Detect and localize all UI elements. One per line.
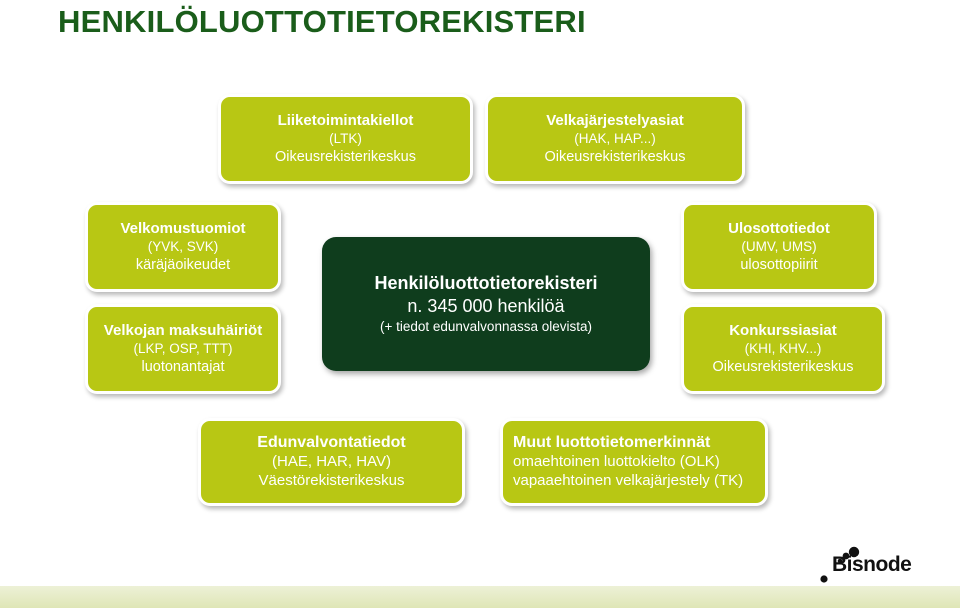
center-count: n. 345 000 henkilöä (407, 295, 565, 316)
bisnode-logo-text: Bisnode (832, 553, 912, 576)
box-source: luotonantajat (141, 358, 225, 375)
box-muut-luottotietomerkinnat (500, 418, 768, 506)
box-title: Velkomustuomiot (120, 220, 246, 238)
box-source: Oikeusrekisterikeskus (274, 148, 416, 165)
footer-band (0, 586, 960, 608)
box-velkomustuomiot (85, 202, 281, 292)
box-code: (KHI, KHV...) (744, 340, 822, 356)
box-liiketoimintakiellot (218, 94, 473, 184)
box-source: Väestörekisterikeskus (258, 472, 405, 489)
box-code: (UMV, UMS) (741, 238, 817, 254)
box-code: (LTK) (329, 130, 362, 146)
box-line-2: vapaaehtoinen velkajärjestely (TK) (513, 472, 744, 489)
box-ulosottotiedot (681, 202, 877, 292)
center-registry-box (322, 237, 650, 371)
box-velkojan-maksuhairiot (85, 304, 281, 394)
box-title: Liiketoimintakiellot (277, 112, 414, 130)
box-title: Ulosottotiedot (728, 220, 830, 238)
center-title: Henkilöluottotietorekisteri (374, 273, 598, 294)
box-velkajarjestelyasiat (485, 94, 745, 184)
box-title: Edunvalvontatiedot (257, 434, 406, 452)
box-title: Velkajärjestelyasiat (546, 112, 684, 130)
box-line-1: omaehtoinen luottokielto (OLK) (513, 453, 720, 471)
box-code: (LKP, OSP, TTT) (133, 340, 233, 356)
page-title: HENKILÖLUOTTOTIETOREKISTERI (58, 4, 586, 39)
box-title: Konkurssiasiat (729, 322, 837, 340)
box-source: Oikeusrekisterikeskus (712, 358, 854, 375)
box-code: (YVK, SVK) (147, 238, 219, 254)
center-note: (+ tiedot edunvalvonnassa olevista) (379, 319, 592, 335)
box-source: Oikeusrekisterikeskus (544, 148, 686, 165)
box-edunvalvontatiedot (198, 418, 465, 506)
box-konkurssiasiat (681, 304, 885, 394)
box-title: Muut luottotietomerkinnät (513, 434, 711, 452)
box-code: (HAK, HAP...) (574, 130, 656, 146)
box-source: käräjäoikeudet (135, 256, 231, 273)
box-source: ulosottopiirit (740, 256, 818, 273)
box-title: Velkojan maksuhäiriöt (103, 322, 263, 340)
box-code: (HAE, HAR, HAV) (272, 453, 391, 471)
